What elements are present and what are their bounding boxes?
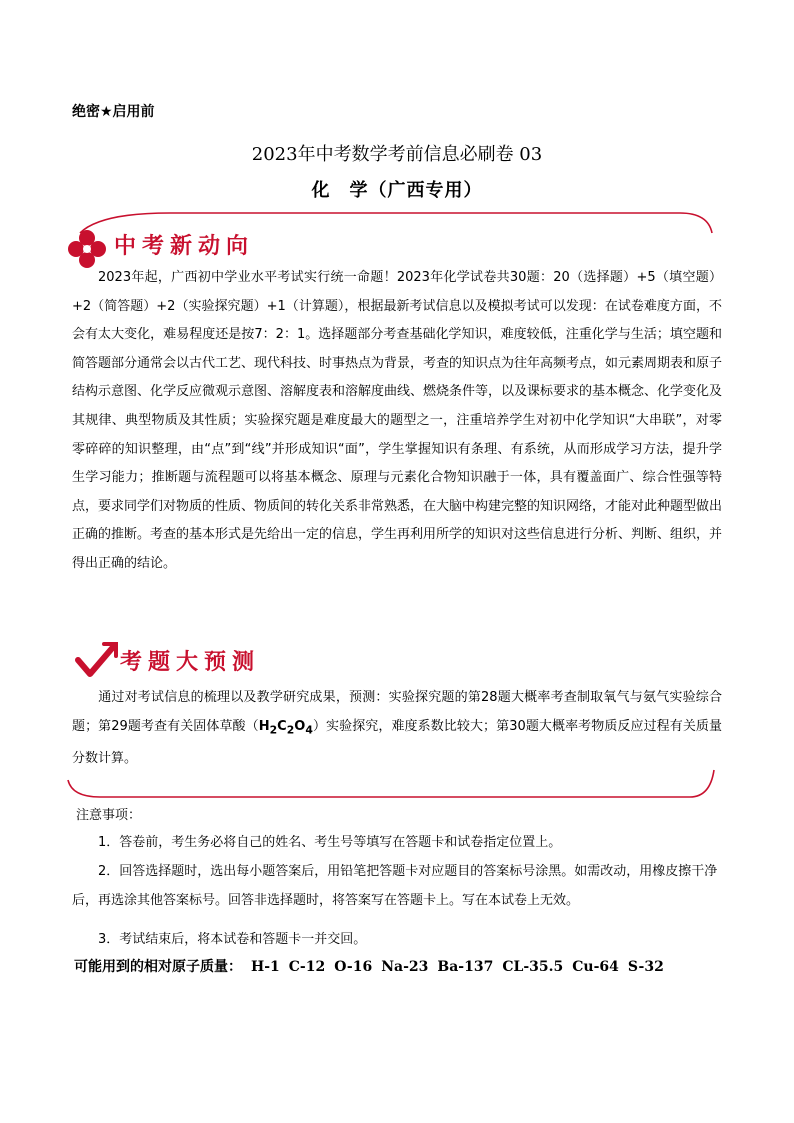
atomic-mass-item: CL-35.5 [502, 959, 564, 975]
section-heading-trends: 中考新动向 [114, 234, 255, 259]
trends-paragraph-text: 2023年起，广西初中学业水平考试实行统一命题！2023年化学试卷共30题：20（选择题）+5（填空题）+2（简答题）+2（实验探究题）+1（计算题），根据最新考试信息以及模拟考试可以发现：在试卷难度方面，不会有太大变化，难易程度还是按7：2：1。选择题部分考查基础化学知识，难度较低，注重化学与生活；填空题和简答题部分通常会以古代工艺、现代科技、时事热点为背景，考查的知识点为往年高频考点，如元素周期表和原子结构示意图、化学反应微观示意图、溶解度表和溶解度曲线、燃烧条件等，以及课标要求的基本概念、化学变化及其规律、典型物质及其性质；实验探究题是难度最大的题型之一，注重培养学生对初中化学知识“大串联”，对零零碎碎的知识整理，由“点”到“线”并形成知识“面”，学生掌握知识有条理、有系统，从而形成学习方法，提升学生学习能力；推断题与流程题可以将基本概念、原理与元素化合物知识融于一体，具有覆盖面广、综合性强等特点，要求同学们对物质的性质、物质间的转化关系非常熟悉，在大脑中构建完整的知识网络，才能对此种题型做出正确的推断。考查的基本形式是先给出一定的信息，学生再利用所学的知识对这些信息进行分析、判断、组织，并得出正确的结论。 [72, 270, 723, 571]
forecast-text-after: ）实验探究，难度系数比较大；第30题大概率考物质反应过程有关质量分数计算。 [72, 718, 722, 766]
atomic-mass-item: S-32 [627, 959, 664, 975]
check-arrow-icon [74, 640, 120, 680]
atomic-mass-item: Ba-137 [437, 959, 494, 975]
atomic-masses [74, 956, 664, 976]
notice-item: 1．答卷前，考生务必将自己的姓名、考生号等填写在答题卡和试卷指定位置上。 [98, 835, 562, 850]
oxalic-acid-formula: $H_2C_2O_4$ [258, 718, 313, 737]
notice-item: 2．回答选择题时，选出每小题答案后，用铅笔把答题卡对应题目的答案标号涂黑。如需改动，用橡皮擦干净后，再选涂其他答案标号。回答非选择题时，将答案写在答题卡上。写在本试卷上无效。 [72, 864, 718, 908]
notice-item: 3．考试结束后，将本试卷和答题卡一并交回。 [98, 932, 367, 947]
atomic-mass-item: Na-23 [381, 959, 429, 975]
forecast-paragraph [72, 684, 722, 773]
page-subtitle: 化 学（广西专用） [311, 180, 483, 201]
confidential-label: 绝密★启用前 [72, 104, 155, 120]
atomic-masses-label: 可能用到的相对原子质量： [74, 959, 242, 975]
trends-paragraph [72, 264, 722, 579]
atomic-mass-item: C-12 [288, 959, 326, 975]
forecast-text-before: 通过对考试信息的梳理以及教学研究成果，预测：实验探究题的第28题大概率考查制取氧气与氨气实验综合题；第29题考查有关固体草酸（ [72, 690, 722, 734]
atomic-mass-item: O-16 [334, 959, 373, 975]
page-title: 2023年中考数学考前信息必刷卷 03 [251, 144, 543, 165]
atomic-mass-item: Cu-64 [572, 959, 619, 975]
section-heading-forecast: 考题大预测 [120, 650, 261, 675]
notice-title: 注意事项： [76, 808, 142, 823]
atomic-mass-item: H-1 [251, 959, 280, 975]
